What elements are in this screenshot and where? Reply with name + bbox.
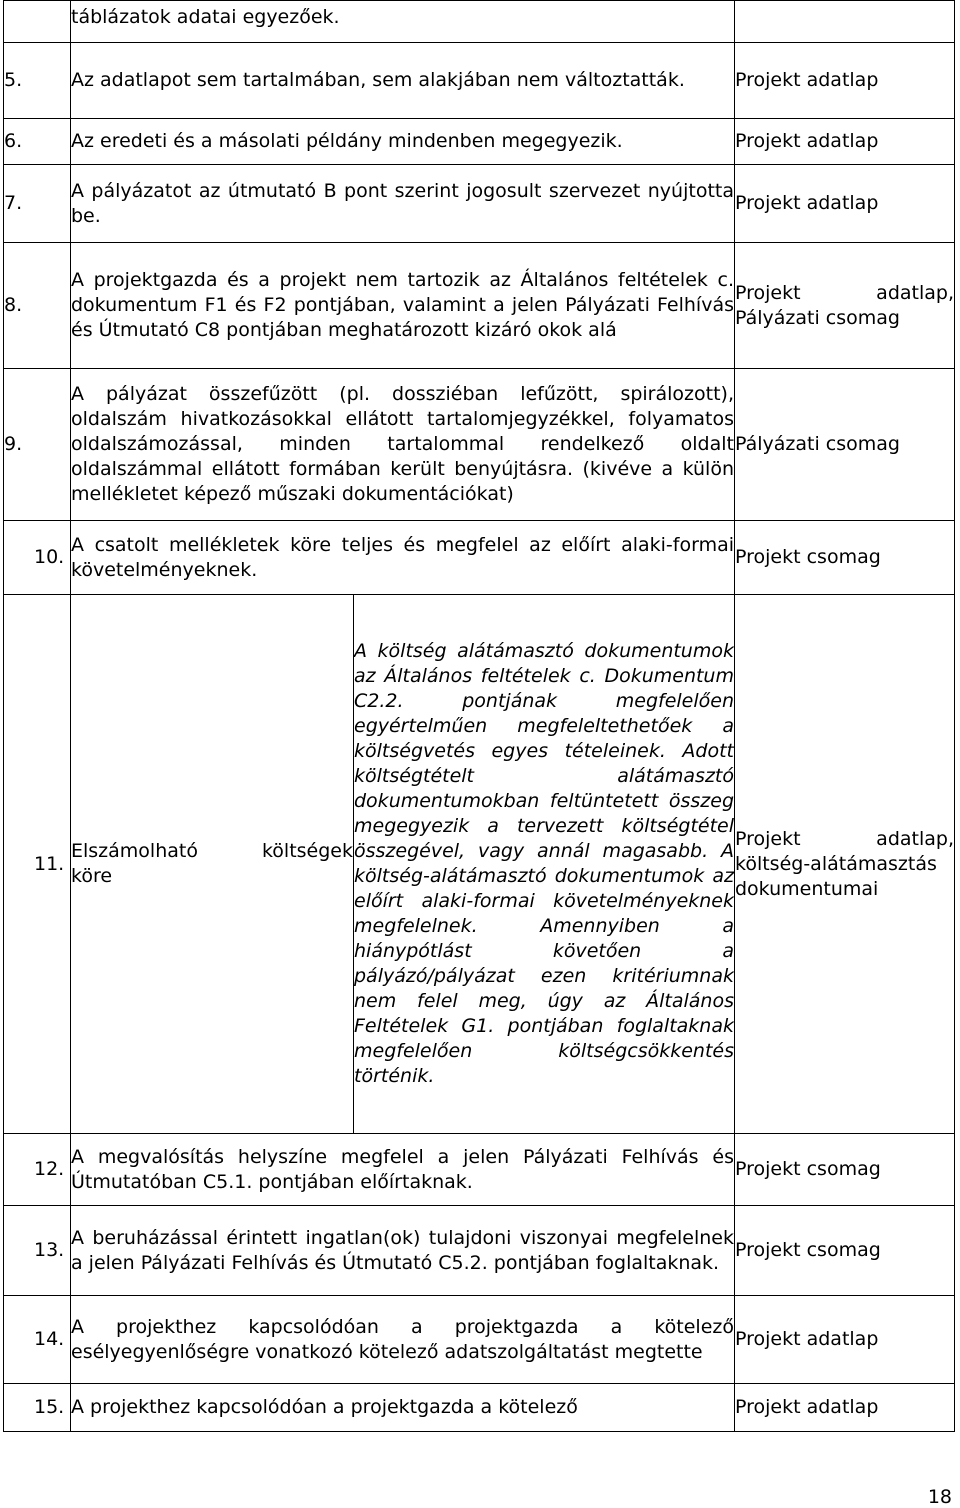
table-row bbox=[4, 165, 955, 243]
source-document: Projekt adatlap bbox=[735, 43, 955, 119]
row-number: 14. bbox=[4, 1296, 71, 1384]
cost-category-label-c: köre bbox=[71, 865, 113, 887]
source-document: Projekt adatlap bbox=[735, 119, 955, 165]
source-document: Projekt csomag bbox=[735, 1206, 955, 1296]
row-number bbox=[4, 1, 71, 43]
source-document: Projekt adatlap bbox=[735, 1384, 955, 1432]
source-document: Projekt csomag bbox=[735, 521, 955, 595]
table-row bbox=[4, 595, 955, 1134]
criterion-text: Az adatlapot sem tartalmában, sem alakjában nem változtatták. bbox=[71, 43, 735, 119]
source-document: Pályázati csomag bbox=[735, 369, 955, 521]
cost-category-label-a: Elszámolható bbox=[71, 840, 198, 862]
criterion-text: A csatolt mellékletek köre teljes és megfelel az előírt alaki-formai követelményeknek. bbox=[71, 521, 735, 595]
source-document: Projekt adatlap bbox=[735, 165, 955, 243]
criterion-text: A projekthez kapcsolódóan a projektgazda a kötelező bbox=[71, 1384, 735, 1432]
criterion-text: A pályázat összefűzött (pl. dossziéban lefűzött, spirálozott), oldalszám hivatkozásokkal ellátott tartalomjegyzékkel, folyamatos oldalszámozással, minden tartalommal rendelkező oldalt oldalszámmal ellátott formában került benyújtásra. (kivéve a külön mellékletet képező műszaki dokumentációkat) bbox=[71, 369, 735, 521]
row-number: 11. bbox=[4, 595, 71, 1134]
source-document: Projekt adatlap, Pályázati csomag bbox=[735, 243, 955, 369]
criterion-text: Az eredeti és a másolati példány mindenben megegyezik. bbox=[71, 119, 735, 165]
table-row bbox=[4, 1296, 955, 1384]
row-number: 15. bbox=[4, 1384, 71, 1432]
criterion-text: táblázatok adatai egyezőek. bbox=[71, 1, 735, 43]
cost-category-label-b: költségek bbox=[261, 840, 353, 862]
criterion-text: A beruházással érintett ingatlan(ok) tulajdoni viszonyai megfelelnek a jelen Pályázati Felhívás és Útmutató C5.2. pontjában foglaltaknak. bbox=[71, 1206, 735, 1296]
row-number: 5. bbox=[4, 43, 71, 119]
table-row bbox=[4, 119, 955, 165]
source-document: Projekt csomag bbox=[735, 1134, 955, 1206]
row-number: 9. bbox=[4, 369, 71, 521]
source-document: Projekt adatlap bbox=[735, 1296, 955, 1384]
table-row bbox=[4, 369, 955, 521]
page-number: 18 bbox=[927, 1486, 952, 1508]
table-row bbox=[4, 43, 955, 119]
table-row bbox=[4, 1, 955, 43]
criterion-text: A megvalósítás helyszíne megfelel a jelen Pályázati Felhívás és Útmutatóban C5.1. pontjában előírtaknak. bbox=[71, 1134, 735, 1206]
checklist-table bbox=[3, 0, 955, 1432]
table-row bbox=[4, 521, 955, 595]
source-document bbox=[735, 1, 955, 43]
table-row bbox=[4, 243, 955, 369]
row-number: 7. bbox=[4, 165, 71, 243]
source-document: Projekt adatlap, költség-alátámasztás dokumentumai bbox=[735, 595, 955, 1134]
criterion-text: A projektgazda és a projekt nem tartozik az Általános feltételek c. dokumentum F1 és F2 pontjában, valamint a jelen Pályázati Felhívás és Útmutató C8 pontjában meghatározott kizáró okok alá bbox=[71, 243, 735, 369]
criterion-text: A pályázatot az útmutató B pont szerint jogosult szervezet nyújtotta be. bbox=[71, 165, 735, 243]
table-row bbox=[4, 1206, 955, 1296]
row-number: 12. bbox=[4, 1134, 71, 1206]
row-number: 10. bbox=[4, 521, 71, 595]
criterion-text: A projekthez kapcsolódóan a projektgazda a kötelező esélyegyenlőségre vonatkozó kötelező adatszolgáltatást megtette bbox=[71, 1296, 735, 1384]
row-number: 6. bbox=[4, 119, 71, 165]
cost-category-cell bbox=[71, 595, 354, 1134]
criterion-text: A költség alátámasztó dokumentumok az Általános feltételek c. Dokumentum C2.2. pontjának megfelelően egyértelműen megfeleltethetőek a költségvetés egyes tételeinek. Adott költségtételt alátámasztó dokumentumokban feltüntetett összeg megegyezik a tervezett költségtétel összegével, vagy annál magasabb. A költség-alátámasztó dokumentumok az előírt alaki-formai követelményeknek megfelelnek. Amennyiben a hiánypótlást követően a pályázó/pályázat ezen kritériumnak nem felel meg, úgy az Általános Feltételek G1. pontjában foglaltaknak megfelelően költségcsökkentés történik. bbox=[354, 595, 735, 1134]
table-row bbox=[4, 1384, 955, 1432]
table-row bbox=[4, 1134, 955, 1206]
row-number: 8. bbox=[4, 243, 71, 369]
row-number: 13. bbox=[4, 1206, 71, 1296]
